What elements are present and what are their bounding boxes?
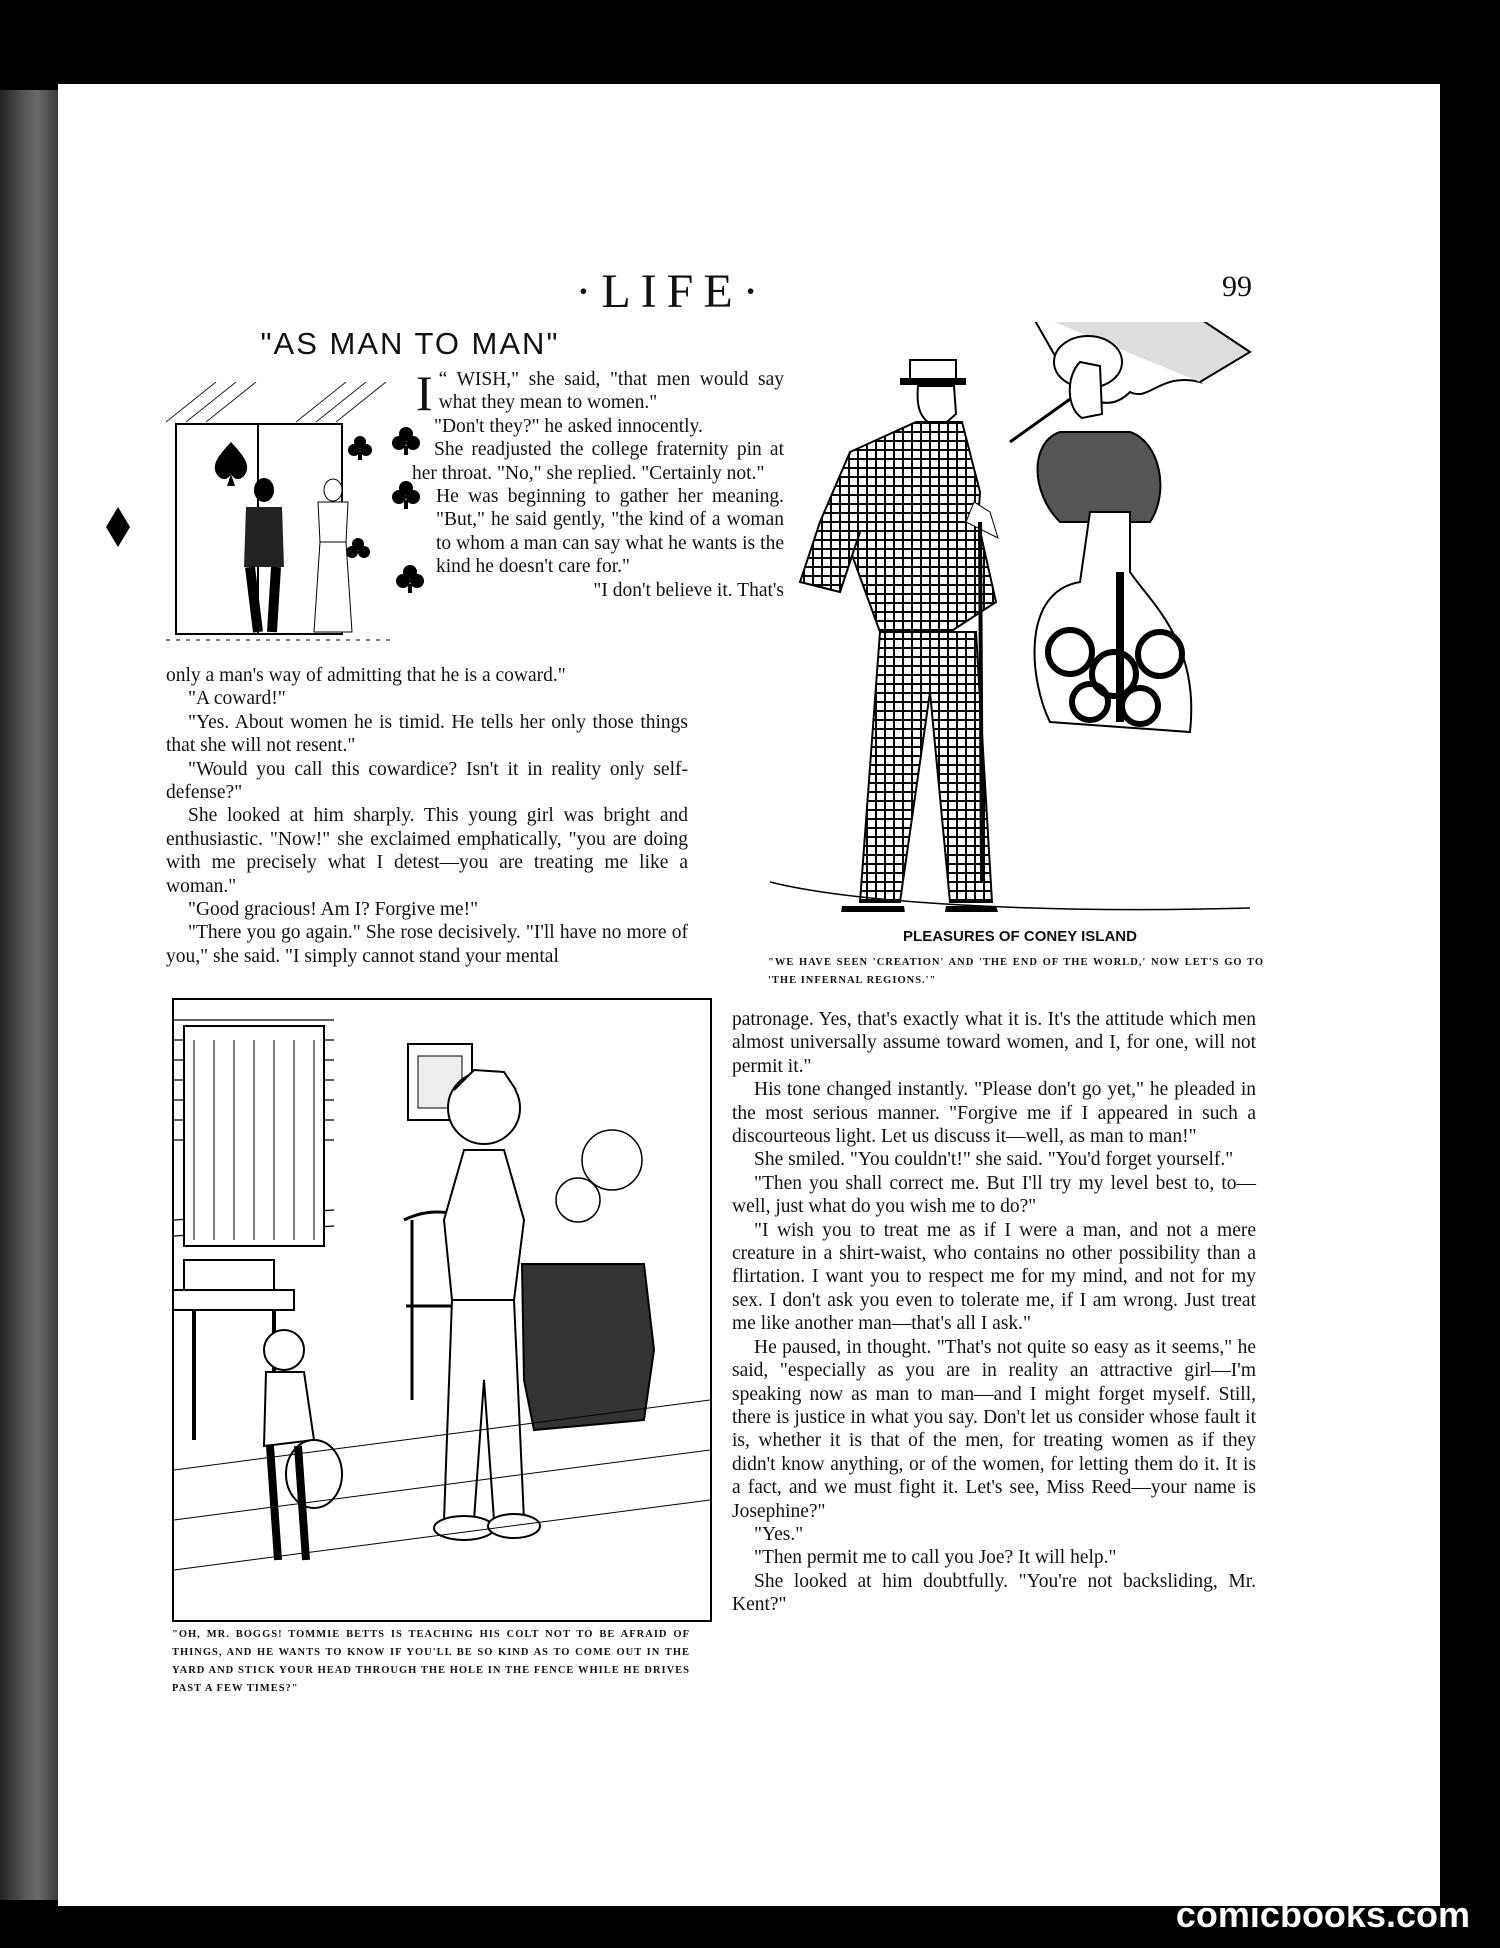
paragraph: "I don't believe it. That's (593, 579, 784, 601)
paragraph: She smiled. "You couldn't!" she said. "You'd forget yourself." (754, 1149, 1234, 1171)
paragraph: She looked at him doubtfully. "You're not backsliding, Mr. Kent?" (732, 1570, 1256, 1616)
intro-text: WISH," she said, "that men would say what they mean to women." (438, 369, 784, 414)
paragraph: "There you go again." She rose decisively. "I'll have no more of you," she said. "I simply cannot stand your mental (166, 922, 688, 967)
paragraph: His tone changed instantly. "Please don't go yet," he pleaded in the most serious manner. "Forgive me if I appeared in such a discourteous light. Let us discuss it—well, as man to man!" (732, 1079, 1256, 1148)
paragraph: "Yes. About women he is timid. He tells her only those things that she will not resent." (166, 711, 688, 757)
paragraph: patronage. Yes, that's exactly what it is. It's the attitude which men almost universally assume toward women, and I, for one, will not permit it." (732, 1009, 1256, 1077)
coney-island-caption: "WE HAVE SEEN 'CREATION' AND 'THE END OF THE WORLD,' NOW LET'S GO TO 'THE INFERNAL REGIONS.'" (768, 957, 1264, 986)
coney-island-illustration (730, 322, 1276, 912)
paragraph: "Don't they?" he asked innocently. (434, 415, 703, 437)
article-column-1 (166, 664, 688, 968)
paragraph: only a man's way of admitting that he is a coward." (166, 665, 566, 686)
paragraph: "Would you call this cowardice? Isn't it in reality only self-defense?" (166, 758, 688, 804)
paragraph: "A coward!" (188, 688, 286, 710)
paragraph: "Then you shall correct me. But I'll try my level best to, to—well, just what do you wish me to do?" (732, 1172, 1256, 1218)
paragraph: "Yes." (754, 1523, 804, 1545)
paragraph: He was beginning to gather her meaning. "But," he said gently, "the kind of a woman to whom a man can say what he wants is the kind he doesn't care for." (436, 486, 784, 578)
paragraph: "I wish you to treat me as if I were a man, and not a mere creature in a shirt-waist, who contains no other possibility than a flirtation. I want you to respect me for my mind, and not for my sex. I don't ask you even to tolerate me, if I am wrong. Just treat me like another man—that's all I ask." (732, 1219, 1256, 1335)
article-column-2 (732, 1008, 1256, 1617)
playing-cards-illustration (106, 382, 426, 654)
article-title: "AS MAN TO MAN" (260, 326, 560, 361)
paragraph: "Then permit me to call you Joe? It will help." (754, 1547, 1117, 1569)
paragraph: "Good gracious! Am I? Forgive me!" (188, 899, 479, 921)
book-spine (0, 90, 58, 1900)
coney-island-caption-title: PLEASURES OF CONEY ISLAND (903, 928, 1137, 945)
site-watermark: comicbooks.com (1175, 1894, 1470, 1935)
mr-boggs-illustration (172, 998, 712, 1622)
article-column-1-top (412, 365, 784, 602)
mr-boggs-caption: "OH, MR. BOGGS! TOMMIE BETTS IS TEACHING HIS COLT NOT TO BE AFRAID OF THINGS, AND HE WANTS TO KNOW IF YOU'LL BE SO KIND AS TO COME OUT IN THE YARD AND STICK YOUR HEAD THROUGH THE HOLE IN THE FENCE WHILE HE DRIVES PAST A FEW TIMES?" (172, 1629, 690, 1694)
masthead: ·LIFE· (575, 265, 769, 318)
paragraph: She looked at him sharply. This young girl was bright and enthusiastic. "Now!" she exclaimed emphatically, "you are doing with me precisely what I detest—you are treating me like a woman." (166, 805, 688, 897)
page-number: 99 (1222, 270, 1252, 303)
paragraph: She readjusted the college fraternity pin at her throat. "No," she replied. "Certainly not." (412, 439, 784, 484)
paragraph: He paused, in thought. "That's not quite so easy as it seems," he said, "especially as you are in reality an attractive girl—I'm speaking now as man to man—and I might forget myself. Still, there is justice in what you say. Don't let us consider whose fault it is, whether it is that of the men, for treating women as if they didn't know anything, or of the women, for letting them do it. It is a fact, and we must fight it. Let's see, Miss Reed—your name is Josephine?" (732, 1336, 1256, 1522)
drop-cap: I (416, 365, 433, 421)
article-intro-paragraph: I “ WISH," she said, "that men would say what they mean to women." (416, 365, 784, 421)
